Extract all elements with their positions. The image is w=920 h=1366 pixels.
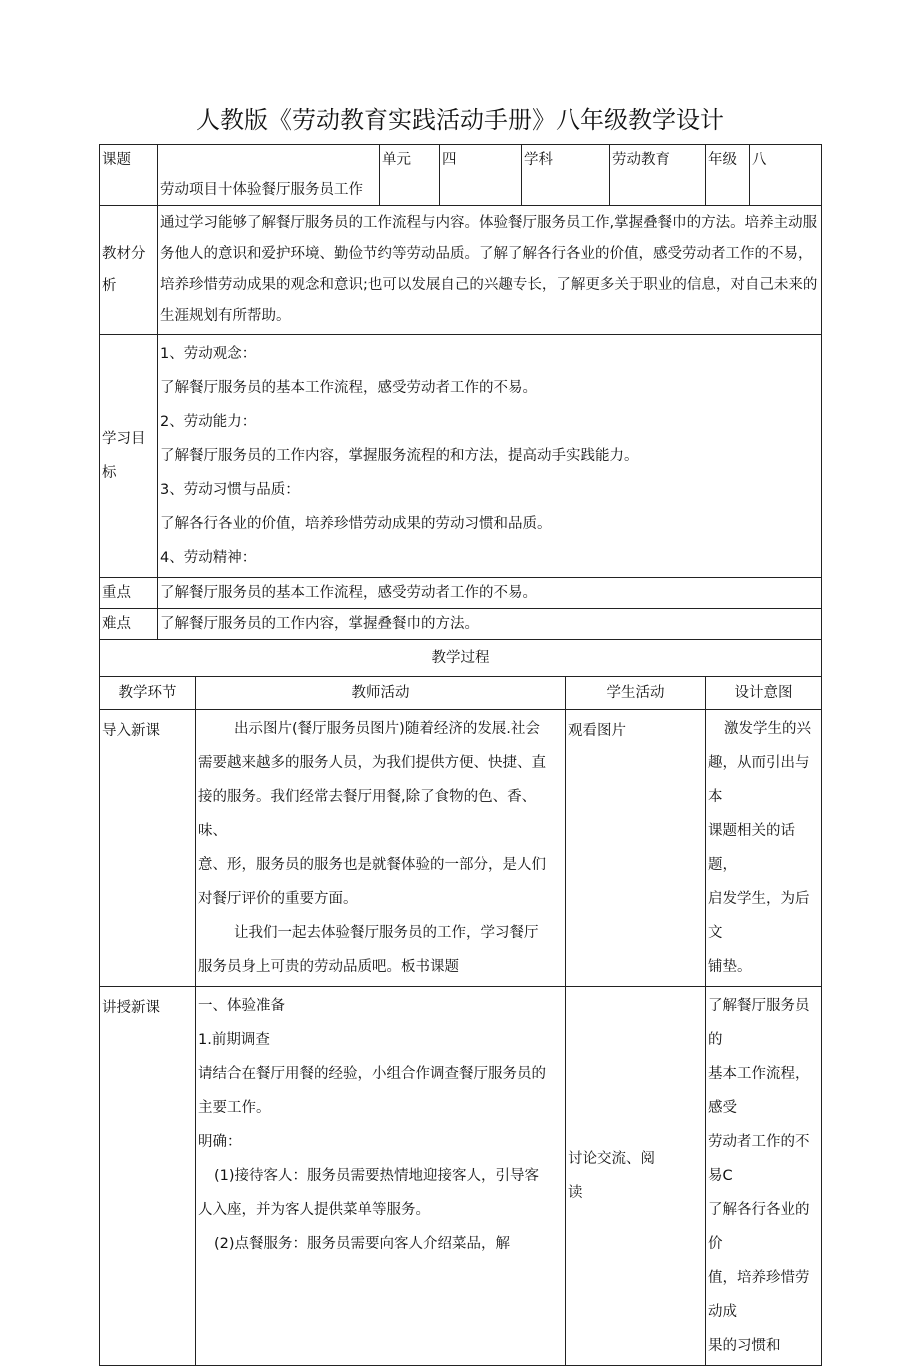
intro-teacher [196, 710, 565, 986]
column-intent: 设计意图 [734, 685, 793, 701]
teacher-line: 对餐厅评价的重要方面。 [198, 891, 358, 907]
teacher-line: 主要工作。 [198, 1100, 271, 1116]
difficulty-label: 难点 [102, 616, 131, 632]
objective-line: 1、劳动观念： [160, 346, 257, 362]
unit-label: 单元 [382, 152, 411, 168]
student-line: 讨论交流、阅 [568, 1151, 655, 1167]
grade-label: 年级 [708, 152, 737, 168]
key-point-text: 了解餐厅服务员的基本工作流程，感受劳动者工作的不易。 [160, 585, 537, 601]
intro-row [100, 710, 822, 987]
column-student: 学生活动 [606, 685, 665, 701]
teacher-line: 1.前期调查 [198, 1032, 270, 1048]
process-heading: 教学过程 [431, 650, 490, 666]
key-point-row [100, 578, 822, 609]
course-header-row [100, 145, 822, 206]
intro-student: 观看图片 [568, 723, 626, 739]
teacher-line: 让我们一起去体验餐厅服务员的工作，学习餐厅 [234, 925, 539, 941]
teacher-line: 服务员身上可贵的劳动品质吧。板书课题 [198, 959, 459, 975]
teacher-line: (2)点餐服务：服务员需要向客人介绍菜品，解 [214, 1236, 511, 1252]
analysis-label: 教材分析 [102, 246, 146, 294]
teacher-line: 需要越来越多的服务人员，为我们提供方便、快捷、直 [198, 755, 546, 771]
intent-line: 值，培养珍惜劳动成 [708, 1270, 810, 1320]
analysis-text: 通过学习能够了解餐厅服务员的工作流程与内容。体验餐厅服务员工作,掌握叠餐巾的方法。培养主动服务他人的意识和爱护环境、勤俭节约等劳动品质。了解了解各行各业的价值，感受劳动者工作的不易，培养珍惜劳动成果的观念和意识;也可以发展自己的兴趣专长，了解更多关于职业的信息，对自己未来的生涯规划有所帮助。 [160, 215, 818, 324]
teacher-line: 意、形，服务员的服务也是就餐体验的一部分，是人们 [198, 857, 546, 873]
difficulty-text: 了解餐厅服务员的工作内容，掌握叠餐巾的方法。 [160, 616, 479, 632]
new-lesson-row [100, 987, 822, 1366]
topic-value: 劳动项目十体验餐厅服务员工作 [160, 182, 363, 198]
objectives-label: 学习目标 [102, 431, 146, 481]
intent-line: 果的习惯和 [708, 1338, 781, 1354]
student-line: 读 [568, 1185, 583, 1201]
process-heading-row [100, 640, 822, 677]
intent-line: 了解各行各业的价 [708, 1202, 810, 1252]
objective-line: 了解各行各业的价值，培养珍惜劳动成果的劳动习惯和品质。 [160, 516, 552, 532]
objective-line: 了解餐厅服务员的工作内容，掌握服务流程的和方法，提高动手实践能力。 [160, 448, 639, 464]
intent-line: 激发学生的兴 [724, 721, 811, 737]
intro-stage: 导入新课 [102, 723, 160, 739]
intent-line: 劳动者工作的不易C [708, 1134, 810, 1184]
intent-line: 课题相关的话题， [708, 823, 795, 873]
subject-value: 劳动教育 [612, 152, 670, 168]
teacher-line: 请结合在餐厅用餐的经验，小组合作调查餐厅服务员的 [198, 1066, 546, 1082]
teacher-line: (1)接待客人：服务员需要热情地迎接客人，引导客 [214, 1168, 540, 1184]
objective-line: 3、劳动习惯与品质： [160, 482, 300, 498]
objectives-list [158, 335, 821, 577]
new-lesson-teacher [196, 987, 565, 1263]
grade-value: 八 [752, 152, 767, 168]
new-lesson-student [566, 1140, 705, 1212]
intent-line: 启发学生，为后文 [708, 891, 810, 941]
objective-line: 2、劳动能力： [160, 414, 257, 430]
lesson-plan-table [99, 144, 821, 1366]
teacher-line: 人入座，并为客人提供菜单等服务。 [198, 1202, 430, 1218]
intent-line: 铺垫。 [708, 959, 752, 975]
objectives-row [100, 335, 822, 578]
objective-line: 了解餐厅服务员的基本工作流程，感受劳动者工作的不易。 [160, 380, 537, 396]
subject-label: 学科 [524, 152, 553, 168]
column-teacher: 教师活动 [351, 685, 410, 701]
intent-line: 了解餐厅服务员的 [708, 998, 810, 1048]
new-lesson-intent [706, 987, 821, 1365]
analysis-row [100, 206, 822, 335]
difficulty-row [100, 609, 822, 640]
objective-line: 4、劳动精神： [160, 550, 257, 566]
document-title: 人教版《劳动教育实践活动手册》八年级教学设计 [196, 106, 724, 134]
unit-value: 四 [442, 152, 457, 168]
process-columns-row [100, 677, 822, 710]
topic-label: 课题 [102, 152, 131, 168]
teacher-line: 出示图片(餐厅服务员图片)随着经济的发展.社会 [234, 721, 540, 737]
new-lesson-stage: 讲授新课 [102, 1000, 160, 1016]
intent-line: 基本工作流程，感受 [708, 1066, 810, 1116]
intro-intent [706, 710, 821, 986]
teacher-line: 接的服务。我们经常去餐厅用餐,除了食物的色、香、味、 [198, 789, 537, 839]
teacher-line: 一、体验准备 [198, 998, 285, 1014]
teacher-line: 明确： [198, 1134, 242, 1150]
intent-line: 趣，从而引出与本 [708, 755, 810, 805]
key-point-label: 重点 [102, 585, 131, 601]
column-stage: 教学环节 [118, 685, 177, 701]
